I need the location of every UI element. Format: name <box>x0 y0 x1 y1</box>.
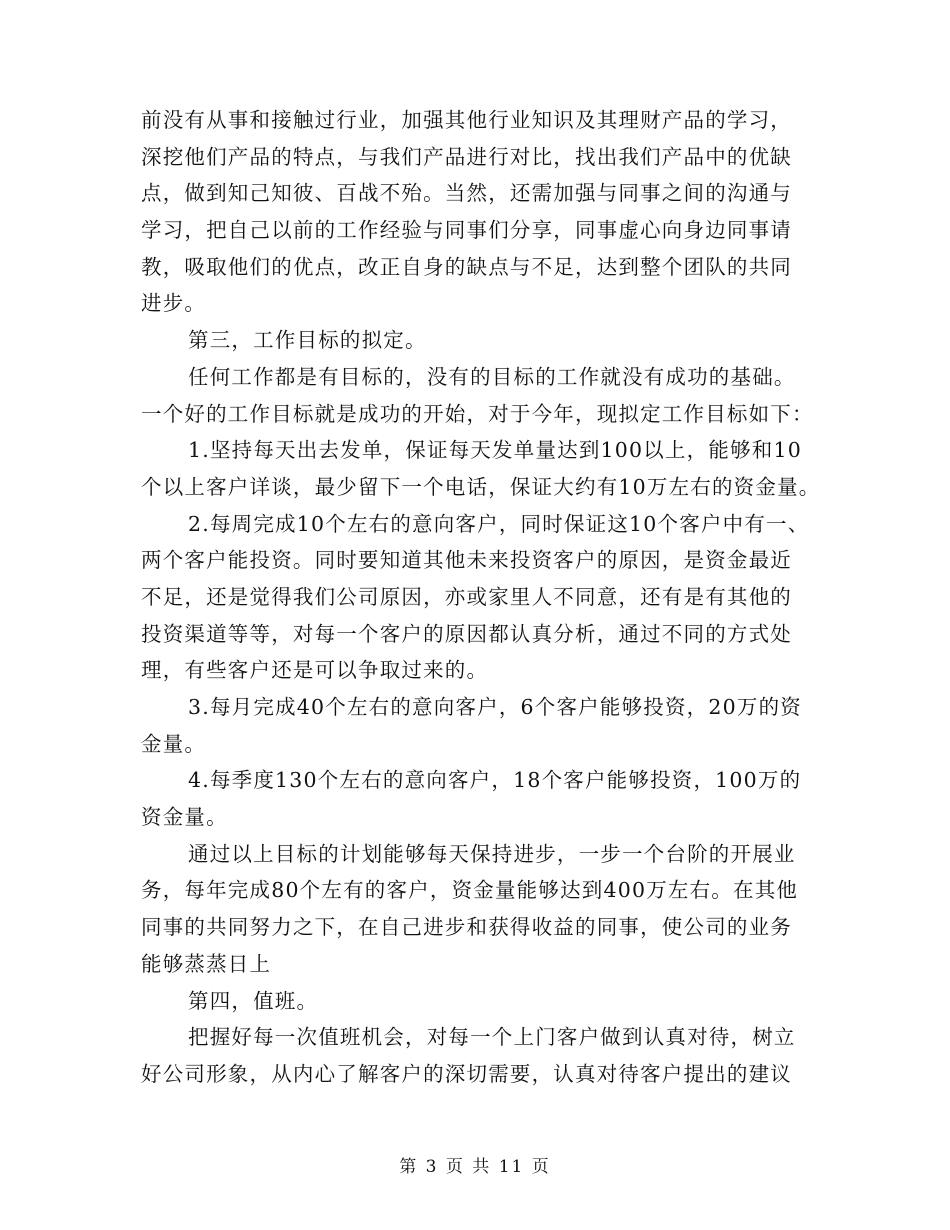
text-line-8: 任何工作都是有目标的，没有的目标的工作就没有成功的基础。 <box>188 364 796 389</box>
goal-item-4: 4.每季度130个左右的意向客户，18个客户能够投资，100万的 <box>188 768 802 793</box>
text-line-5: 教，吸取他们的优点，改正自身的缺点与不足，达到整个团队的共同 <box>141 254 792 279</box>
text-line-23: 同事的共同努力之下，在自己进步和获得收益的同事，使公司的业务 <box>141 915 792 940</box>
text-line-2: 深挖他们产品的特点，与我们产品进行对比，找出我们产品中的优缺 <box>141 144 792 169</box>
text-line-14: 不足，还是觉得我们公司原因，亦或家里人不同意，还有是有其他的 <box>141 584 792 609</box>
section-heading-4: 第四，值班。 <box>188 988 319 1013</box>
goal-item-3: 3.每月完成40个左右的意向客户，6个客户能够投资，20万的资 <box>188 695 802 719</box>
text-line-27: 好公司形象，从内心了解客户的深切需要，认真对待客户提出的建议 <box>141 1061 792 1086</box>
text-line-21: 通过以上目标的计划能够每天保持进步，一步一个台阶的开展业 <box>188 841 796 866</box>
text-line-9: 一个好的工作目标就是成功的开始，对于今年，现拟定工作目标如下： <box>141 401 814 426</box>
text-line-13: 两个客户能投资。同时要知道其他未来投资客户的原因，是资金最近 <box>141 548 792 573</box>
text-line-22: 务，每年完成80个左有的客户，资金量能够达到400万左右。在其他 <box>141 878 799 903</box>
goal-item-1: 1.坚持每天出去发单，保证每天发单量达到100以上，能够和10 <box>188 438 802 463</box>
text-line-6: 进步。 <box>141 291 207 316</box>
text-line-26: 把握好每一次值班机会，对每一个上门客户做到认真对待，树立 <box>188 1025 796 1050</box>
text-line-18: 金量。 <box>141 731 207 756</box>
text-line-16: 理，有些客户还是可以争取过来的。 <box>141 658 489 683</box>
body-text <box>141 102 821 1093</box>
text-line-24: 能够蒸蒸日上 <box>141 951 272 976</box>
page-number-footer: 第 3 页 共 11 页 <box>399 1157 551 1177</box>
section-heading-3: 第三，工作目标的拟定。 <box>188 328 427 353</box>
document-body <box>141 102 821 1093</box>
goal-item-2: 2.每周完成10个左右的意向客户，同时保证这10个客户中有一、 <box>188 511 810 536</box>
text-line-3: 点，做到知己知彼、百战不殆。当然，还需加强与同事之间的沟通与 <box>141 181 792 206</box>
text-line-20: 资金量。 <box>141 805 228 830</box>
text-line-4: 学习，把自己以前的工作经验与同事们分享，同事虚心向身边同事请 <box>141 218 792 243</box>
text-line-1: 前没有从事和接触过行业，加强其他行业知识及其理财产品的学习， <box>141 108 792 132</box>
text-line-15: 投资渠道等等，对每一个客户的原因都认真分析，通过不同的方式处 <box>141 621 792 646</box>
text-line-11: 个以上客户详谈，最少留下一个电话，保证大约有10万左右的资金量。 <box>141 474 821 499</box>
